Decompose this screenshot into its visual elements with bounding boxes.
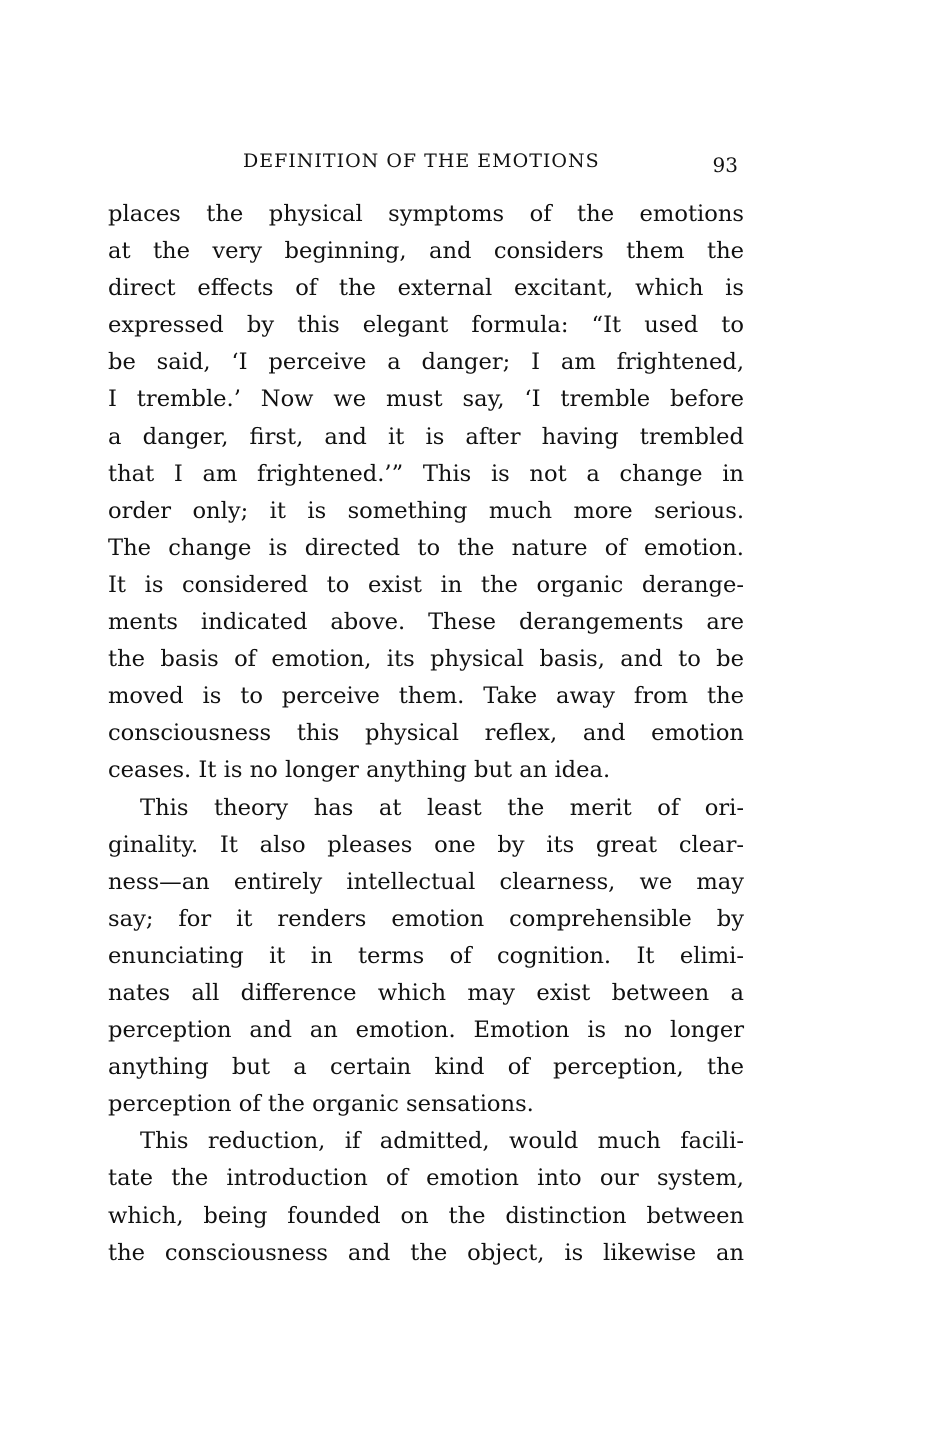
text-line: ness—an entirely intellectual clearness, we may	[108, 868, 744, 895]
text-line: nates all difference which may exist between a	[108, 979, 744, 1006]
text-line: ments indicated above. These derangements are	[108, 609, 744, 636]
text-line: perception of the organic sensations.	[108, 1091, 534, 1118]
text-line: expressed by this elegant formula: “It used to	[108, 312, 744, 339]
text-line: This reduction, if admitted, would much facili-	[140, 1128, 744, 1155]
paragraph-3	[108, 1123, 744, 1271]
text-line: tate the introduction of emotion into our system,	[108, 1165, 744, 1192]
text-line: enunciating it in terms of cognition. It elimi-	[108, 942, 744, 969]
text-line: ginality. It also pleases one by its great clear-	[108, 831, 744, 858]
text-line: at the very beginning, and considers them the	[108, 238, 744, 265]
running-title: DEFINITION OF THE EMOTIONS	[243, 150, 600, 172]
body-text	[108, 196, 744, 1272]
text-line: perception and an emotion. Emotion is no longer	[108, 1017, 744, 1044]
text-line: a danger, first, and it is after having trembled	[108, 423, 744, 450]
text-line: places the physical symptoms of the emotions	[108, 201, 744, 227]
text-line: say; for it renders emotion comprehensible by	[108, 905, 744, 932]
text-line: anything but a certain kind of perception, the	[108, 1054, 744, 1081]
text-line: that I am frightened.’” This is not a change in	[108, 460, 744, 487]
text-line: ceases. It is no longer anything but an idea.	[108, 757, 611, 784]
text-line: order only; it is something much more serious.	[108, 497, 744, 524]
text-line: consciousness this physical reflex, and emotion	[108, 720, 744, 747]
text-line: be said, ‘I perceive a danger; I am frightened,	[108, 349, 744, 376]
text-line: The change is directed to the nature of emotion.	[108, 534, 744, 561]
page-number: 93	[712, 153, 738, 177]
text-line: moved is to perceive them. Take away from the	[108, 683, 744, 710]
text-line: This theory has at least the merit of ori-	[140, 794, 744, 821]
paragraph-2	[108, 790, 744, 1124]
text-line: the basis of emotion, its physical basis, and to be	[108, 646, 744, 673]
running-head	[108, 148, 744, 178]
text-line: I tremble.’ Now we must say, ‘I tremble before	[108, 386, 744, 413]
text-line: which, being founded on the distinction between	[108, 1202, 744, 1229]
text-line: direct effects of the external excitant, which is	[108, 275, 744, 302]
text-line: the consciousness and the object, is likewise an	[108, 1239, 744, 1266]
text-line: It is considered to exist in the organic derange-	[108, 571, 744, 598]
paragraph-1	[108, 196, 744, 790]
